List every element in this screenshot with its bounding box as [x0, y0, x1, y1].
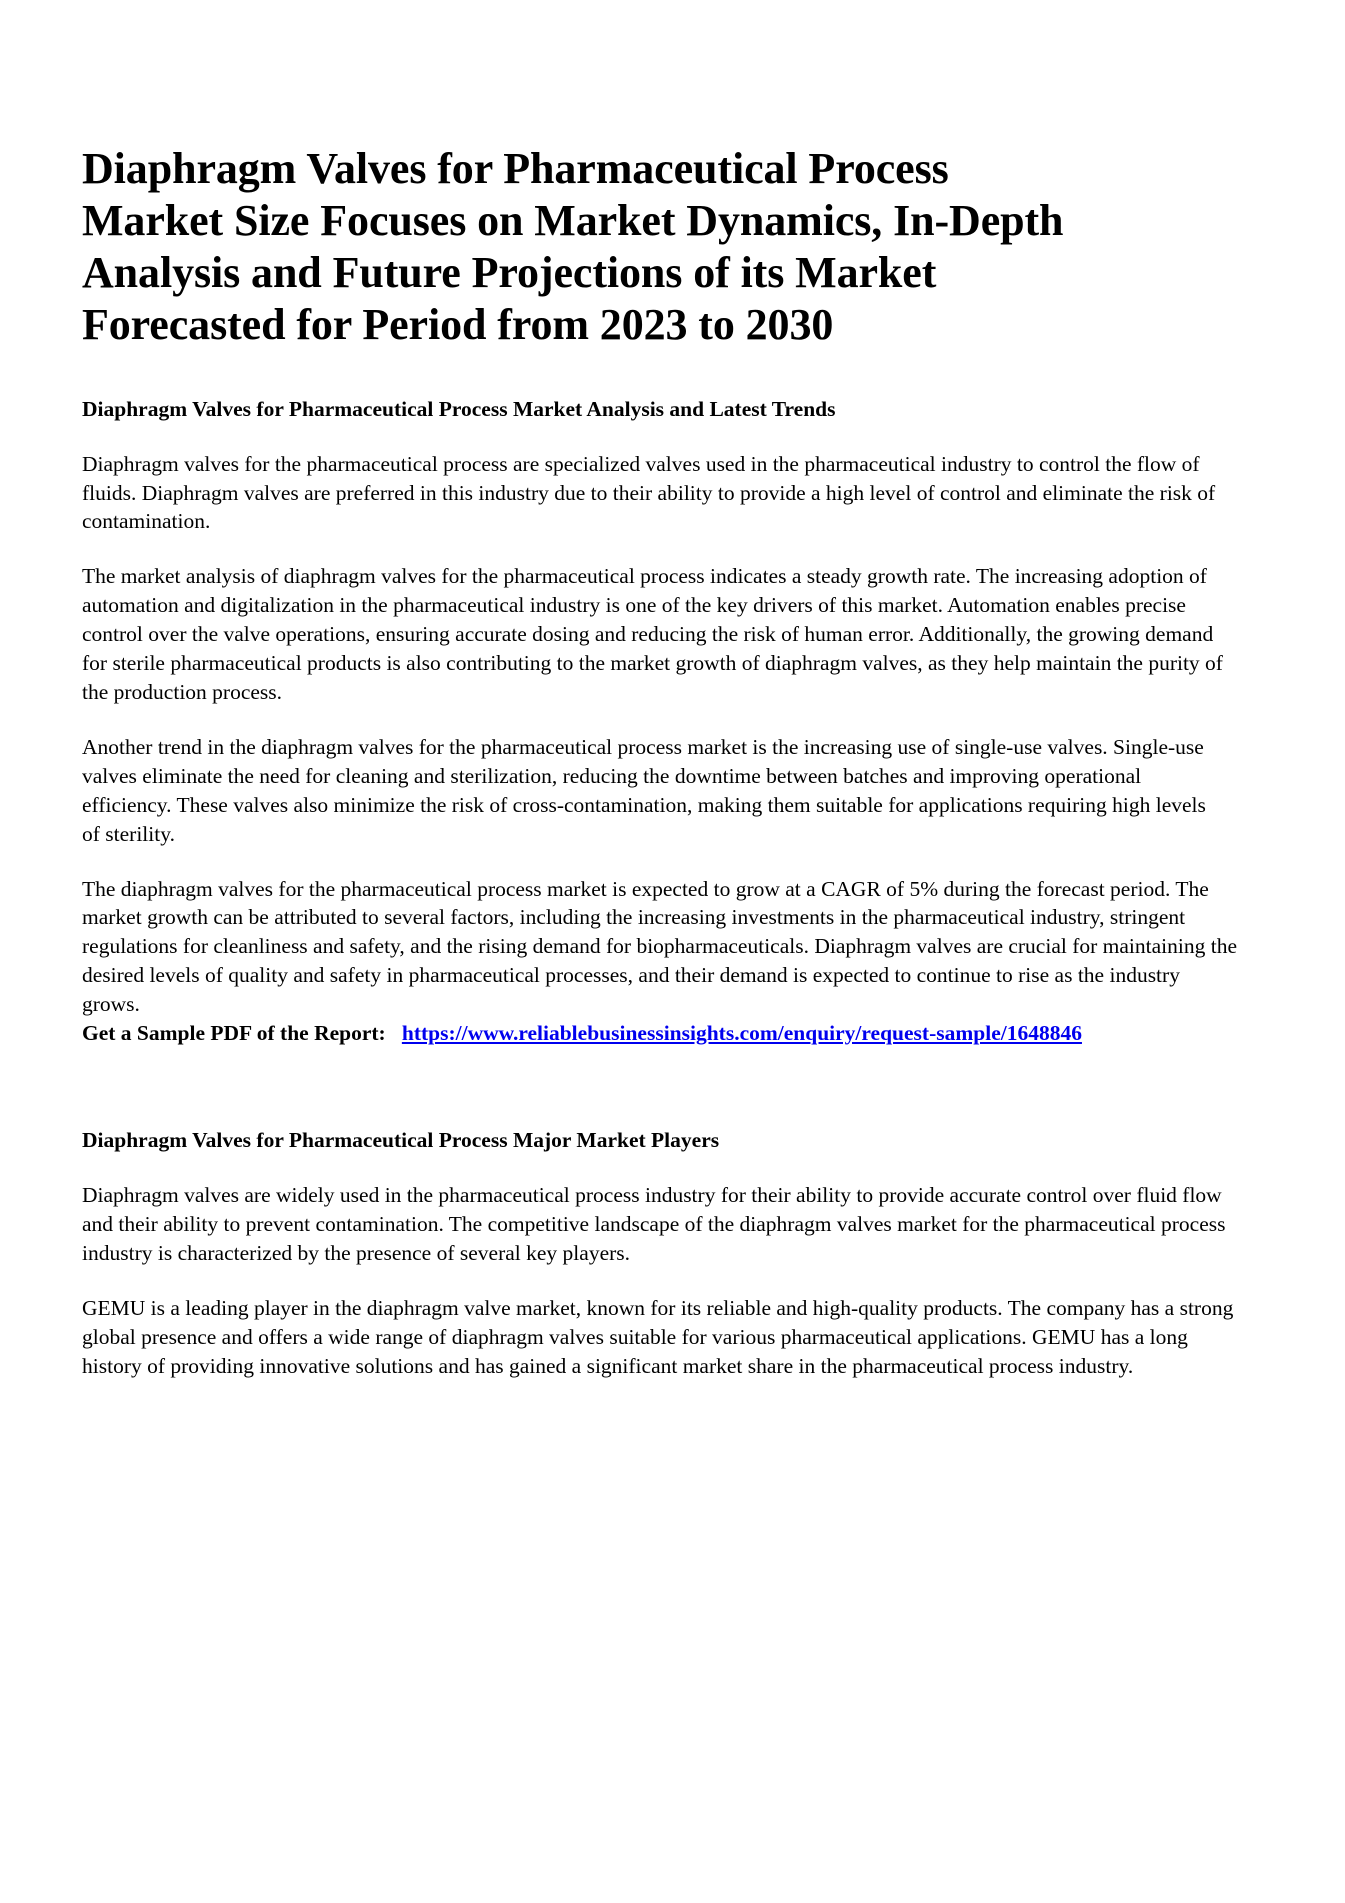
- paragraph-gemu-profile: GEMU is a leading player in the diaphragm valve market, known for its reliable and high-quality products. The company has a strong global presence and offers a wide range of diaphragm valves suitable for various pharmaceutical applications. GEMU has a long history of providing innovative solutions and has gained a significant market share in the pharmaceutical process industry.: [82, 1295, 1234, 1378]
- paragraph-market-analysis: The market analysis of diaphragm valves for the pharmaceutical process indicates a steady growth rate. The increasing adoption of automation and digitalization in the pharmaceutical industry is one of the key drivers of this market. Automation enables precise control over the valve operations, ensuring accurate dosing and reducing the risk of human error. Additionally, the growing demand for sterile pharmaceutical products is also contributing to the market growth of diaphragm valves, as they help maintain the purity of the production process.: [82, 564, 1223, 704]
- sample-pdf-line: [82, 1019, 1242, 1048]
- document-content: [82, 143, 1267, 1380]
- paragraph-cagr-forecast: The diaphragm valves for the pharmaceutical process market is expected to grow at a CAGR of 5% during the forecast period. The market growth can be attributed to several factors, including the increasing investments in the pharmaceutical industry, stringent regulations for cleanliness and safety, and the rising demand for biopharmaceuticals. Diaphragm valves are crucial for maintaining the desired levels of quality and safety in pharmaceutical processes, and their demand is expected to continue to rise as the industry grows.: [82, 876, 1238, 1017]
- paragraph-single-use-trend: Another trend in the diaphragm valves for the pharmaceutical process market is the increasing use of single-use valves. Single-use valves eliminate the need for cleaning and sterilization, reducing the downtime between batches and improving operational efficiency. These valves also minimize the risk of cross-contamination, making them suitable for applications requiring high levels of sterility.: [82, 734, 1206, 846]
- sample-pdf-link[interactable]: https://www.reliablebusinessinsights.com/enquiry/request-sample/1648846: [401, 1021, 1082, 1046]
- sample-pdf-label: Get a Sample PDF of the Report:: [82, 1021, 386, 1046]
- section-heading-major-market-players: Diaphragm Valves for Pharmaceutical Process Major Market Players: [82, 1127, 720, 1152]
- paragraph-market-definition: Diaphragm valves for the pharmaceutical process are specialized valves used in the pharmaceutical industry to control the flow of fluids. Diaphragm valves are preferred in this industry due to their ability to provide a high level of control and eliminate the risk of contamination.: [82, 451, 1216, 534]
- section-heading-market-analysis: Diaphragm Valves for Pharmaceutical Process Market Analysis and Latest Trends: [82, 396, 836, 421]
- paragraph-competitive-landscape: Diaphragm valves are widely used in the pharmaceutical process industry for their ability to provide accurate control over fluid flow and their ability to prevent contamination. The competitive landscape of the diaphragm valves market for the pharmaceutical process industry is characterized by the presence of several key players.: [82, 1182, 1226, 1265]
- section-spacer: [82, 1048, 1267, 1126]
- page-title: Diaphragm Valves for Pharmaceutical Process Market Size Focuses on Market Dynamics, In-Depth Analysis and Future Projections of its Market Forecasted for Period from 2023 to 2030: [82, 144, 1064, 349]
